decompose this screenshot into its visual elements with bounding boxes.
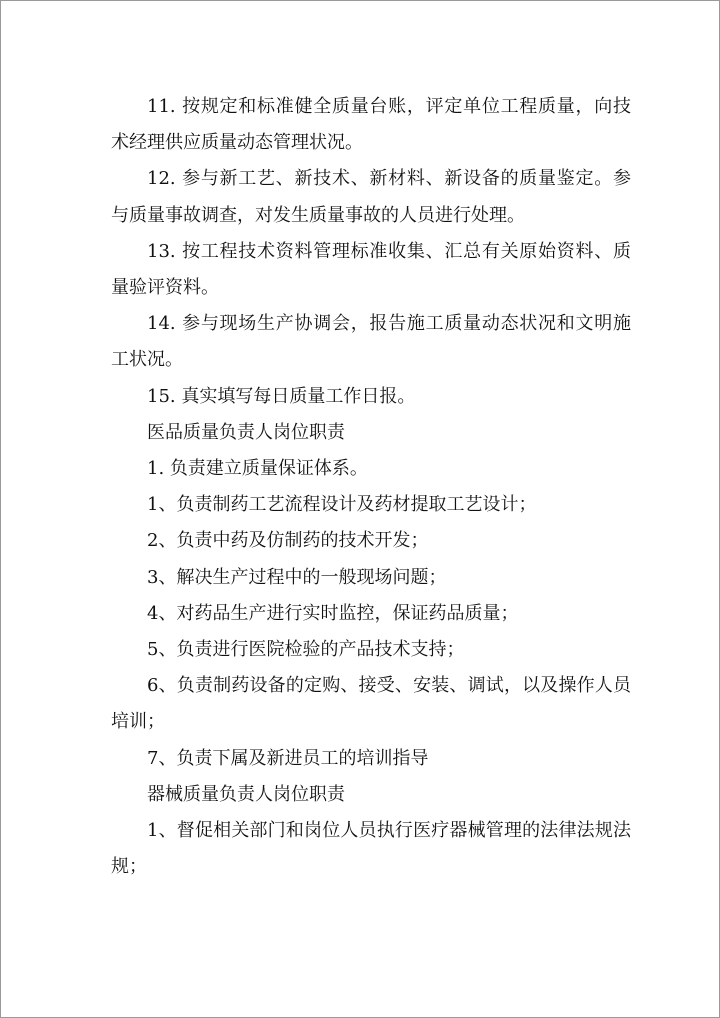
drug-duty-item: 1、负责制药工艺流程设计及药材提取工艺设计； [147,494,537,516]
paragraph-item-14: 14. 参与现场生产协调会，报告施工质量动态状况和文明施工状况。 [111,313,631,371]
paragraph-item-15: 15. 真实填写每日质量工作日报。 [147,385,416,407]
drug-duty-item: 2、负责中药及仿制药的技术开发； [147,530,429,552]
drug-duty-item: 7、负责下属及新进员工的培训指导 [147,747,429,769]
document-body [111,89,631,885]
section-heading-device-quality: 器械质量负责人岗位职责 [147,783,345,805]
paragraph-item-12: 12. 参与新工艺、新技术、新材料、新设备的质量鉴定。参与质量事故调查，对发生质量事故的人员进行处理。 [111,168,631,226]
drug-duty-item: 6、负责制药设备的定购、接受、安装、调试，以及操作人员培训； [111,675,631,733]
paragraph-item-11: 11. 按规定和标准健全质量台账，评定单位工程质量，向技术经理供应质量动态管理状况。 [111,96,631,154]
section-heading-drug-quality: 医品质量负责人岗位职责 [147,421,345,443]
device-duty-item: 1、督促相关部门和岗位人员执行医疗器械管理的法律法规法规； [111,820,631,878]
drug-duty-item: 1. 负责建立质量保证体系。 [147,458,368,480]
paragraph-item-13: 13. 按工程技术资料管理标准收集、汇总有关原始资料、质量验评资料。 [111,240,631,299]
drug-duty-item: 5、负责进行医院检验的产品技术支持； [147,639,465,661]
drug-duty-item: 3、解决生产过程中的一般现场问题； [147,566,447,588]
drug-duty-item: 4、对药品生产进行实时监控，保证药品质量； [147,602,519,624]
